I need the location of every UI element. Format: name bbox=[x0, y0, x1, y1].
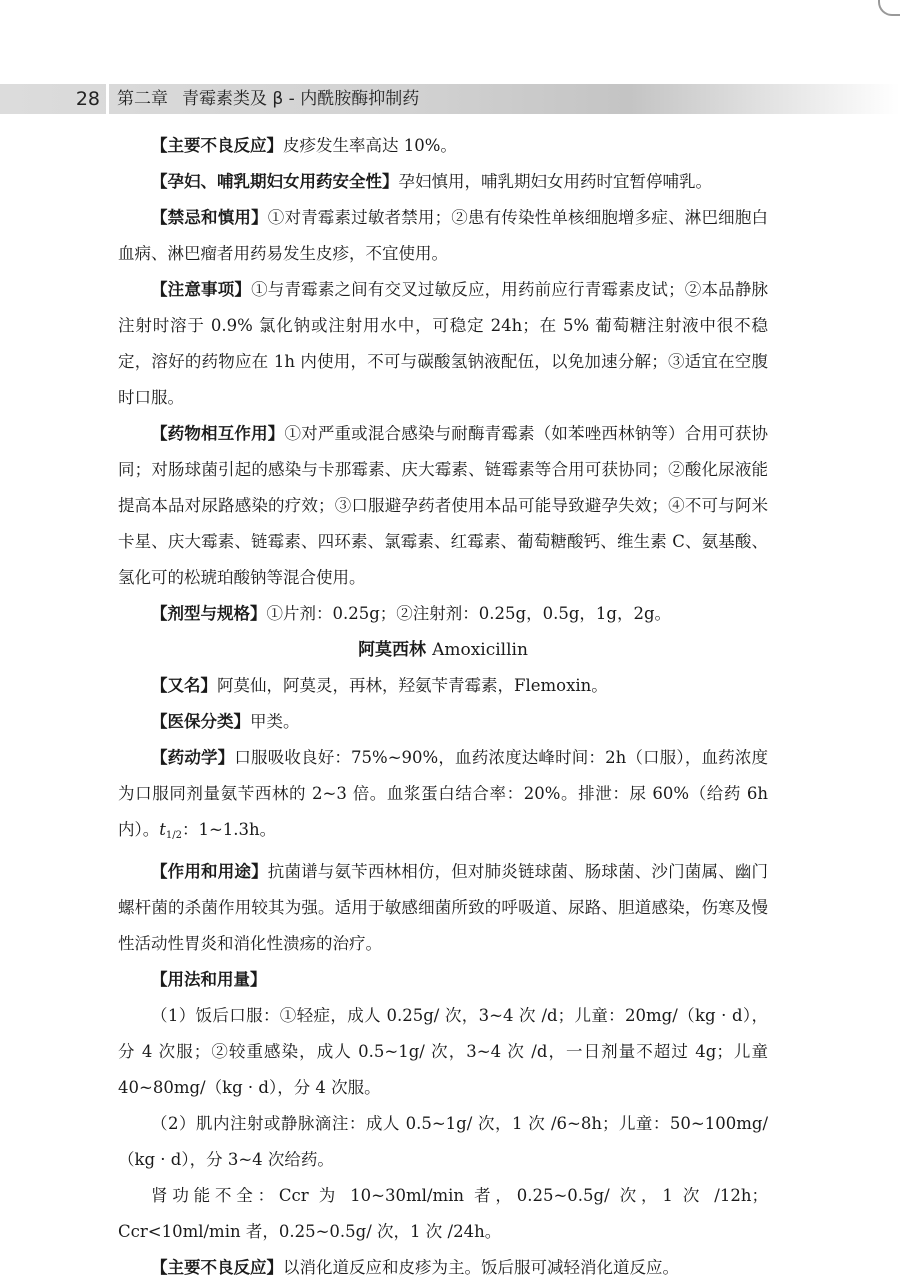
section-label: 【作用和用途】 bbox=[151, 862, 268, 881]
section-label: 【剂型与规格】 bbox=[151, 604, 267, 623]
section-text: ①对严重或混合感染与耐酶青霉素（如苯唑西林钠等）合用可获协同；对肠球菌引起的感染与卡那霉素、庆大霉素、链霉素等合用可获协同；②酸化尿液能提高本品对尿路感染的疗效；③口服避孕药者使用本品可能导致避孕失效；④不可与阿米卡星、庆大霉素、链霉素、四环素、氯霉素、红霉素、葡萄糖酸钙、维生素 C、氨基酸、氢化可的松琥珀酸钠等混合使用。 bbox=[118, 424, 769, 587]
section-text: ①片剂：0.25g；②注射剂：0.25g，0.5g，1g，2g。 bbox=[266, 604, 672, 623]
page-number: 28 bbox=[75, 88, 100, 110]
section-text: 甲类。 bbox=[250, 712, 300, 731]
section-label: 【注意事项】 bbox=[151, 280, 252, 299]
section-label: 【医保分类】 bbox=[151, 712, 250, 731]
drug-uses bbox=[118, 854, 768, 962]
drug-name-en: Amoxicillin bbox=[432, 640, 528, 660]
drug-dosage-heading bbox=[118, 962, 768, 998]
section-text: ①与青霉素之间有交叉过敏反应，用药前应行青霉素皮试；②本品静脉注射时溶于 0.9% 氯化钠或注射用水中，可稳定 24h；在 5% 葡萄糖注射液中很不稳定，溶好的药物应在 1h 内使用，不可与碳酸氢钠液配伍，以免加速分解；③适宜在空腹时口服。 bbox=[118, 280, 769, 407]
section-text: 抗菌谱与氨苄西林相仿，但对肺炎链球菌、肠球菌、沙门菌属、幽门螺杆菌的杀菌作用较其为强。适用于敏感细菌所致的呼吸道、尿路、胆道感染，伤寒及慢性活动性胃炎和消化性溃疡的治疗。 bbox=[118, 862, 769, 953]
half-life-subscript: 1/2 bbox=[165, 830, 182, 841]
section-label: 【用法和用量】 bbox=[151, 970, 267, 989]
drug-pharmacokinetics bbox=[118, 740, 768, 854]
section-text: ①对青霉素过敏者禁用；②患有传染性单核细胞增多症、淋巴细胞白血病、淋巴瘤者用药易发生皮疹，不宜使用。 bbox=[118, 208, 769, 263]
chapter-label: 第二章 bbox=[117, 89, 168, 109]
prev-pregnancy-safety bbox=[118, 164, 768, 200]
section-label: 【主要不良反应】 bbox=[151, 136, 283, 155]
prev-adverse-reaction bbox=[118, 128, 768, 164]
prev-drug-interactions bbox=[118, 416, 768, 596]
drug-name-cn: 阿莫西林 bbox=[358, 640, 427, 660]
section-label: 【药动学】 bbox=[151, 748, 235, 767]
prev-precautions bbox=[118, 272, 768, 416]
half-life-value: ：1~1.3h。 bbox=[181, 820, 277, 839]
drug-insurance-class bbox=[118, 704, 768, 740]
drug-adverse-reaction bbox=[118, 1250, 768, 1286]
prev-dosage-forms bbox=[118, 596, 768, 632]
page-body bbox=[118, 128, 768, 1286]
section-text: 阿莫仙，阿莫灵，再林，羟氨苄青霉素，Flemoxin。 bbox=[217, 676, 608, 695]
dosage-oral: （1）饭后口服：①轻症，成人 0.25g/ 次，3~4 次 /d；儿童：20mg/（kg · d），分 4 次服；②较重感染，成人 0.5~1g/ 次，3~4 次 /d，一日剂量不超过 4g；儿童 40~80mg/（kg · d），分 4 次服。 bbox=[118, 1006, 768, 1097]
section-label: 【孕妇、哺乳期妇女用药安全性】 bbox=[151, 172, 399, 191]
prev-contraindications bbox=[118, 200, 768, 272]
section-text: 口服吸收良好：75%~90%，血药浓度达峰时间：2h（口服），血药浓度为口服同剂量氨苄西林的 2~3 倍。血浆蛋白结合率：20%。排泄：尿 60%（给药 6h 内）。 bbox=[118, 748, 768, 839]
drug-aliases bbox=[118, 668, 768, 704]
section-text: 皮疹发生率高达 10%。 bbox=[283, 136, 457, 155]
chapter-title bbox=[117, 86, 419, 112]
page-corner-mark bbox=[878, 0, 900, 16]
half-life-symbol: t bbox=[159, 820, 166, 839]
section-label: 【禁忌和慎用】 bbox=[151, 208, 268, 227]
chapter-name: 青霉素类及 β - 内酰胺酶抑制药 bbox=[182, 89, 420, 109]
drug-heading bbox=[118, 632, 768, 668]
header-divider bbox=[106, 84, 109, 114]
section-text: 孕妇慎用，哺乳期妇女用药时宜暂停哺乳。 bbox=[398, 172, 712, 191]
section-label: 【又名】 bbox=[151, 676, 217, 695]
section-label: 【主要不良反应】 bbox=[151, 1258, 283, 1277]
dosage-iv: （2）肌内注射或静脉滴注：成人 0.5~1g/ 次，1 次 /6~8h；儿童：50~100mg/（kg · d），分 3~4 次给药。 bbox=[118, 1114, 768, 1169]
section-label: 【药物相互作用】 bbox=[151, 424, 285, 443]
dosage-renal: 肾功能不全：Ccr 为 10~30ml/min 者，0.25~0.5g/ 次，1 次 /12h；Ccr<10ml/min 者，0.25~0.5g/ 次，1 次 /24h。 bbox=[118, 1186, 768, 1241]
section-text: 以消化道反应和皮疹为主。饭后服可减轻消化道反应。 bbox=[283, 1258, 679, 1277]
